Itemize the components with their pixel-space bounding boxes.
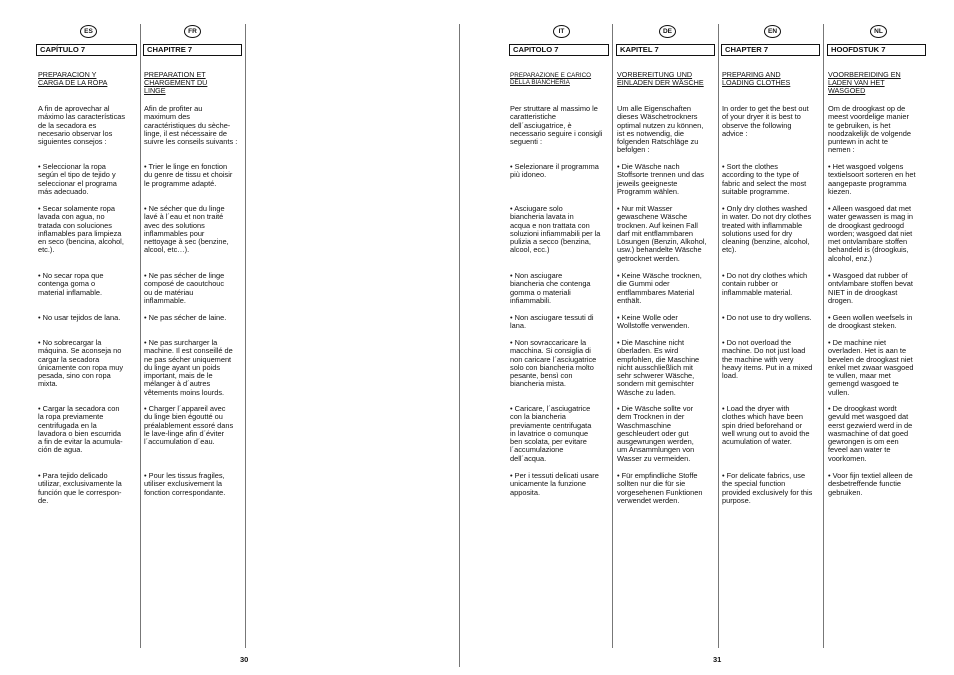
paragraph: Afin de profiter au maximum des caractéristiques du sèche- linge, il est nécessaire de suivre les conseils suivants : bbox=[144, 104, 238, 146]
paragraph: • Para tejido delicado utilizar, exclusivamente la función que le correspon- de. bbox=[38, 471, 122, 505]
paragraph: • Cargar la secadora con la ropa previamente centrifugada en la lavadora o bien escurrida a fin de evitar la acumula- ción de agua. bbox=[38, 404, 123, 455]
paragraph: • Voor fijn textiel alleen de desbetreffende functie gebruiken. bbox=[828, 471, 913, 497]
chapter-title-fr: CHAPITRE 7 bbox=[143, 44, 242, 56]
chapter-title-en: CHAPTER 7 bbox=[721, 44, 820, 56]
paragraph: • Load the dryer with clothes which have been spin dried beforehand or well wrung out to avoid the acumulation of water. bbox=[722, 404, 810, 446]
paragraph: • Geen wollen weefsels in de droogkast steken. bbox=[828, 313, 913, 331]
paragraph: • Die Wäsche sollte vor dem Trocknen in der Waschmaschine geschleudert oder gut ausgewrungen werden, um Ansammlungen von Wasser zu vermeiden. bbox=[617, 404, 695, 463]
page-number: 31 bbox=[713, 655, 722, 664]
paragraph: A fin de aprovechar al máximo las características de la secadora es necesario observar los siguientes consejos : bbox=[38, 104, 126, 146]
language-badge-it: IT bbox=[553, 25, 570, 38]
paragraph: In order to get the best out of your dryer it is best to observe the following advice : bbox=[722, 104, 809, 138]
paragraph: • Per i tessuti delicati usare unicamente la funzione apposita. bbox=[510, 471, 599, 497]
paragraph: • Do not overload the machine. Do not just load the machine with very heavy items. Put in a mixed load. bbox=[722, 338, 813, 380]
paragraph: Um alle Eigenschaften dieses Wäschetrockners optimal nutzen zu können, ist es notwendig, die folgenden Ratschläge zu befolgen : bbox=[617, 104, 704, 155]
paragraph: Per struttare al massimo le caratteristiche dell´asciugatrice, è necessario seguire i consigli seguenti : bbox=[510, 104, 603, 146]
paragraph: • For delicate fabrics, use the special function provided exclusively for this purpose. bbox=[722, 471, 813, 505]
paragraph: • Keine Wolle oder Wollstoffe verwenden. bbox=[617, 313, 690, 331]
paragraph: • Only dry clothes washed in water. Do not dry clothes treated with inflammable solutions used for dry cleaning (benzine, alcohol, etc). bbox=[722, 204, 812, 255]
paragraph: • Sort the clothes according to the type of fabric and select the most suitable programme. bbox=[722, 162, 807, 196]
paragraph: • Secar solamente ropa lavada con agua, no tratada con soluciones inflamables para limpieza en seco (bencina, alcohol, etc.). bbox=[38, 204, 124, 255]
section-heading: PREPARATION ET CHARGEMENT DU LINGE bbox=[144, 70, 208, 95]
chapter-title-de: KAPITEL 7 bbox=[616, 44, 715, 56]
section-heading: PREPARAZIONE E CARICO DELLA BIANCHERIA bbox=[510, 72, 592, 87]
paragraph: • Selezionare il programma più idoneo. bbox=[510, 162, 599, 180]
paragraph: • Alleen wasgoed dat met water gewassen is mag in de droogkast gedroogd worden; wasgoed dat niet met ontvlambare stoffen behandeld is (droogkuis, alcohol, enz.) bbox=[828, 204, 914, 263]
chapter-title-it: CAPITOLO 7 bbox=[509, 44, 609, 56]
paragraph: • Nur mit Wasser gewaschene Wäsche trocknen. Auf keinen Fall darf mit entflammbaren Lösungen (Benzin, Alkohol, usw.) behandelte Wäsche getrocknet werden. bbox=[617, 204, 707, 263]
paragraph: • Für empfindliche Stoffe sollten nur die für sie vorgesehenen Funktionen verwendet werden. bbox=[617, 471, 703, 505]
paragraph: • Keine Wäsche trocknen, die Gummi oder entflammbares Material enthält. bbox=[617, 271, 702, 305]
column-divider bbox=[823, 24, 824, 648]
paragraph: • Ne pas surcharger la machine. Il est conseillé de ne pas sécher uniquement du linge ayant un poids important, mais de le mélanger à d´autres vêtements moins lourds. bbox=[144, 338, 233, 397]
paragraph: • Do not dry clothes which contain rubber or inflammable material. bbox=[722, 271, 808, 297]
paragraph: • Het wasgoed volgens textielsoort sorteren en het aangepaste programma kiezen. bbox=[828, 162, 916, 196]
paragraph: • Non asciugare biancheria che contenga gomma o materiali infiammabili. bbox=[510, 271, 591, 305]
language-badge-en: EN bbox=[764, 25, 781, 38]
paragraph: • Ne pas sécher de laine. bbox=[144, 313, 227, 322]
language-badge-de: DE bbox=[659, 25, 676, 38]
page-gutter-line bbox=[459, 24, 460, 667]
paragraph: • Die Wäsche nach Stoffsorte trennen und das jeweils geeigneste Programm wählen. bbox=[617, 162, 704, 196]
column-divider bbox=[245, 24, 246, 648]
paragraph: • Non sovraccaricare la macchina. Si consiglia di non caricare l´asciugatrice solo con biancheria molto pesante, bensì con biancheria mista. bbox=[510, 338, 597, 389]
paragraph: • No sobrecargar la máquina. Se aconseja no cargar la secadora únicamente con ropa muy pesada, sino con ropa mixta. bbox=[38, 338, 124, 389]
paragraph: Om de droogkast op de meest voordelige manier te gebruiken, is het noodzakelijk de volgende puntewn in acht te nemen : bbox=[828, 104, 912, 155]
paragraph: • Do not use to dry wollens. bbox=[722, 313, 812, 322]
paragraph: • Ne sécher que du linge lavé à l´eau et non traité avec des solutions inflammables pour nettoyage à sec (benzine, alcool, etc…). bbox=[144, 204, 229, 255]
paragraph: • De machine niet overladen. Het is aan te bevelen de droogkast niet enkel met zwaar wasgoed te vullen, maar met gemengd wasgoed te vullen. bbox=[828, 338, 914, 397]
paragraph: • Wasgoed dat rubber of ontvlambare stoffen bevat NIET in de droogkast drogen. bbox=[828, 271, 913, 305]
paragraph: • Die Maschine nicht überladen. Es wird empfohlen, die Maschine nicht ausschließlich mit sehr schwerer Wäsche, sondern mit gemischter Wäsche zu laden. bbox=[617, 338, 700, 397]
language-badge-es: ES bbox=[80, 25, 97, 38]
language-badge-fr: FR bbox=[184, 25, 201, 38]
paragraph: • No secar ropa que contenga goma o material inflamable. bbox=[38, 271, 104, 297]
section-heading: VORBEREITUNG UND EINLADEN DER WÄSCHE bbox=[617, 70, 704, 87]
paragraph: • Trier le linge en fonction du genre de tissu et choisir le programme adapté. bbox=[144, 162, 233, 188]
page-number: 30 bbox=[240, 655, 249, 664]
paragraph: • Ne pas sécher de linge composé de caoutchouc ou de matériau inflammable. bbox=[144, 271, 225, 305]
language-badge-nl: NL bbox=[870, 25, 887, 38]
column-divider bbox=[718, 24, 719, 648]
paragraph: • Pour les tissus fragiles, utiliser exclusivement la fonction correspondante. bbox=[144, 471, 226, 497]
paragraph: • Charger l´appareil avec du linge bien égoutté ou préalablement essoré dans le lave-linge afin d´éviter l´accumulation d´eau. bbox=[144, 404, 234, 446]
section-heading: PREPARACION Y CARGA DE LA ROPA bbox=[38, 70, 108, 87]
paragraph: • Caricare, l´asciugatrice con la biancheria previamente centrifugata in lavatrice o comunque ben scolata, per evitare l´accumulazione dell´acqua. bbox=[510, 404, 592, 463]
chapter-title-nl: HOOFDSTUK 7 bbox=[827, 44, 926, 56]
paragraph: • Seleccionar la ropa según el tipo de tejido y seleccionar el programa más adecuado. bbox=[38, 162, 117, 196]
paragraph: • De droogkast wordt gevuld met wasgoed dat eerst gezwierd werd in de wasmachine of dat goed gewrongen is om een feveel aan water te voorkomen. bbox=[828, 404, 913, 463]
paragraph: • Asciugare solo biancheria lavata in acqua e non trattata con soluzioni infiammabili per la pulizia a secco (benzina, alcool, ecc.) bbox=[510, 204, 601, 255]
chapter-title-es: CAPÍTULO 7 bbox=[36, 44, 137, 56]
section-heading: VOORBEREIDING EN LADEN VAN HET WASGOED bbox=[828, 70, 901, 95]
paragraph: • Non asciugare tessuti di lana. bbox=[510, 313, 594, 331]
section-heading: PREPARING AND LOADING CLOTHES bbox=[722, 70, 791, 87]
paragraph: • No usar tejidos de lana. bbox=[38, 313, 121, 322]
column-divider bbox=[140, 24, 141, 648]
column-divider bbox=[612, 24, 613, 648]
